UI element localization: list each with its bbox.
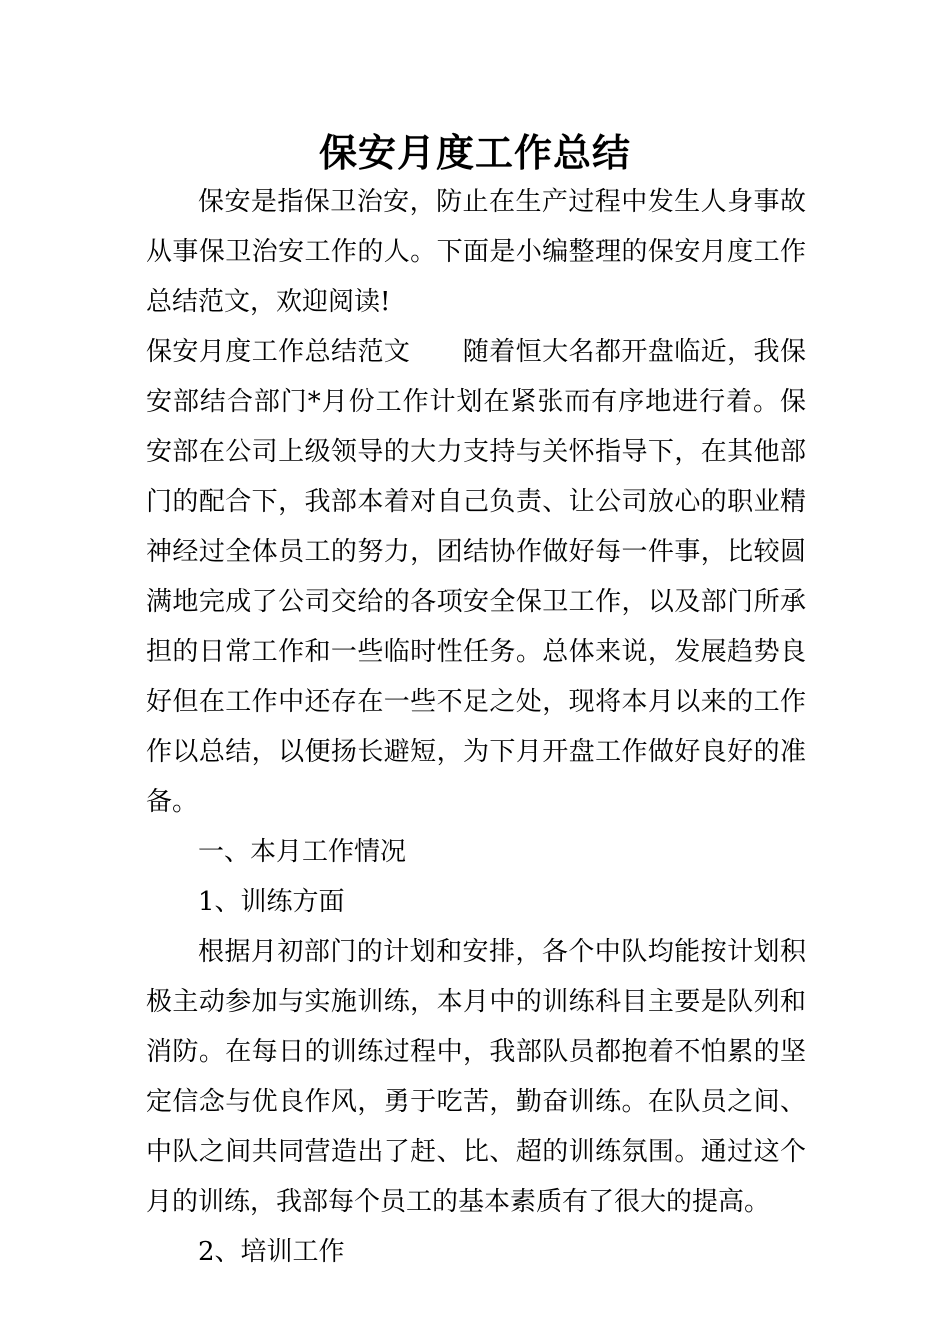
- subsection-2-heading: 2、培训工作: [198, 1237, 345, 1267]
- sample-heading: 保安月度工作总结范文: [146, 337, 411, 367]
- subsection-1-heading: 1、训练方面: [198, 887, 345, 917]
- document-title: 保安月度工作总结: [318, 130, 631, 175]
- sample-body: 随着恒大名都开盘临近，我保安部结合部门*月份工作计划在紧张而有序地进行着。保安部在公司上级领导的大力支持与关怀指导下，在其他部门的配合下，我部本着对自己负责、让公司放心的职业精神经过全体员工的努力，团结协作做好每一件事，比较圆满地完成了公司交给的各项安全保卫工作，以及部门所承担的日常工作和一些临时性任务。总体来说，发展趋势良好但在工作中还存在一些不足之处，现将本月以来的工作作以总结，以便扬长避短，为下月开盘工作做好良好的准备。: [146, 337, 806, 817]
- section-1-heading: 一、本月工作情况: [198, 837, 407, 867]
- intro-paragraph: 保安是指保卫治安，防止在生产过程中发生人身事故从事保卫治安工作的人。下面是小编整理的保安月度工作总结范文，欢迎阅读!: [146, 187, 806, 317]
- subsection-1-paragraph: 根据月初部门的计划和安排，各个中队均能按计划积极主动参加与实施训练，本月中的训练科目主要是队列和消防。在每日的训练过程中，我部队员都抱着不怕累的坚定信念与优良作风，勇于吃苦，勤奋训练。在队员之间、中队之间共同营造出了赶、比、超的训练氛围。通过这个月的训练，我部每个员工的基本素质有了很大的提高。: [146, 937, 806, 1217]
- sample-paragraph: [146, 327, 806, 827]
- document-body: [146, 177, 806, 1277]
